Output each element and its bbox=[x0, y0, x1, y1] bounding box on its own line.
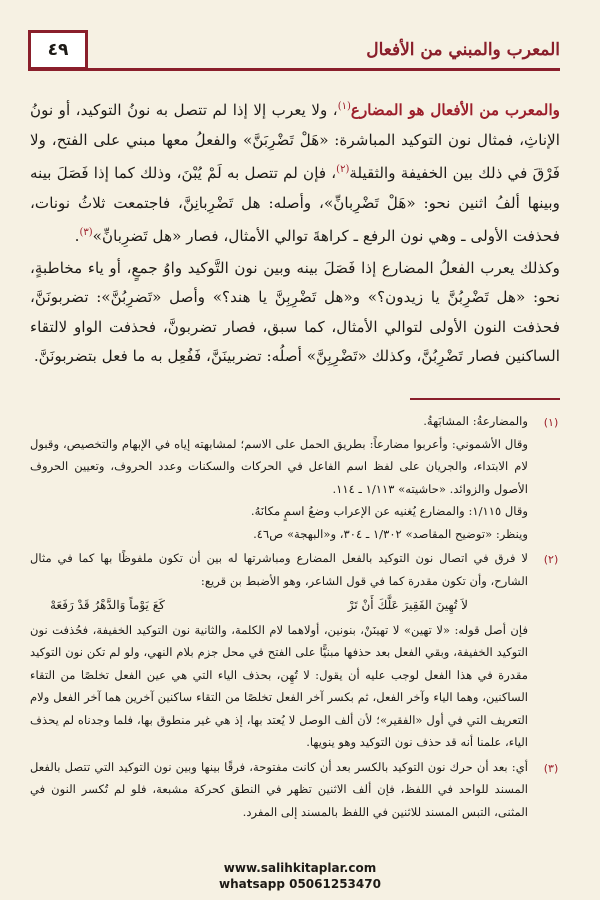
watermark-footer bbox=[0, 860, 600, 892]
footnote-line: أي: بعد أن حرك نون التوكيد بالكسر بعد أن كانت مفتوحة، فرقًا بينها وبين نون التوكيد التي تتصل بالفعل المسند للواحد في اللفظ، فإن ألف الاثنين تظهر في النطق كحركة مشبعة، فلو لم تُكسر النون في المثنى، التبس المسند للاثنين في اللفظ بالمسند إلى المفرد. bbox=[30, 759, 528, 819]
paragraph-body: ، ولا يعرب إلا إذا لم تتصل به نونُ التوكيد، أو نونُ الإناثِ، فمثال نون التوكيد المباشرة: «هَلْ تَضْرِبَنَّ» والفعلُ معها مبني على الفتح، ولا فَرْقَ في ذلك بين الخفيفة والثقيلة bbox=[30, 101, 560, 183]
verse-first-hemistich: لاَ تُهِينَ الفَقِيرَ عَلَّكَ أَنْ تَرْ bbox=[347, 598, 468, 612]
paragraph-lead: والمعرب من الأفعال هو المضارع bbox=[350, 101, 560, 120]
poetry-verse bbox=[50, 594, 468, 617]
paragraph-1 bbox=[30, 92, 560, 252]
main-text bbox=[30, 92, 560, 372]
footnote-ref-1: (١) bbox=[337, 101, 351, 112]
footnote-ref-3: (٣) bbox=[79, 227, 93, 239]
footnote-2 bbox=[30, 547, 564, 754]
header-rule bbox=[28, 68, 560, 71]
verse-second-hemistich: كَعَ يَوْماً وَالدَّهْرُ قَدْ رَفَعَهْ bbox=[50, 598, 165, 612]
footnote-3 bbox=[30, 756, 564, 824]
paragraph-body-2: ، فإن لم تتصل به لَمْ يُبْنَ، وذلك كما إذا فَصَلَ بينه وبينها ألفُ اثنين نحو: «هَلْ تَضْرِبانِّ»، وأصله: هل تَضْرِبانِنَّ، فاجتمعت ثلاثُ نونات، فحذفت الأولى ـ وهي نون الرفع ـ كراهةَ توالي الأمثال، فصار «هل تَضرِبانِّ» bbox=[30, 164, 560, 246]
footnote-number: (٢) bbox=[543, 553, 559, 566]
page-header bbox=[28, 28, 560, 76]
footnote-ref-2: (٢) bbox=[336, 164, 350, 176]
page-number: ٤٩ bbox=[28, 30, 88, 70]
whatsapp-text: whatsapp 05061253470 bbox=[219, 877, 381, 891]
footnote-line: والمضارعةُ: المشابَهةُ. bbox=[423, 414, 528, 428]
footnote-1 bbox=[30, 410, 564, 545]
footnote-line: وينظر: «توضيح المقاصد» ١/٣٠٢ ـ ٣٠٤، و«البهجة» ص٤٦. bbox=[253, 526, 528, 541]
footnotes bbox=[30, 410, 564, 823]
running-title: المعرب والمبني من الأفعال bbox=[366, 40, 560, 60]
footnote-separator bbox=[410, 398, 560, 400]
footnote-line: لا فرق في اتصال نون التوكيد بالفعل المضارع ومباشرتها له بين أن تكون ملفوظًا بها كما في مثال الشارح، وأن تكون مقدرة كما في قول الشاعر، وهو الأضبط بن قريع: bbox=[30, 551, 528, 588]
paragraph-2: وكذلك يعرب الفعلُ المضارع إذا فَصَلَ بينه وبين نون التَّوكيد واوُ جمعٍ، أو ياء مخاطبةٍ، نحو: «هل تَضْرِبُنَّ يا زيدون؟» و«هل تَضْرِبِنَّ يا هند؟» وأصل «تَضرِبُنَّ»: تضربونَنَّ، فحذفت النون الأولى لتوالي الأمثال، كما سبق، فصار تضربونَّ، فحذفت الواو لالتقاء الساكنين فصار تَضْرِبُنَّ، وكذلك «تَضْرِبِنَّ» أصلُه: تضربينَنَّ، فَفُعِل به ما فعل بتضربونَنَّ. bbox=[30, 258, 560, 366]
footnote-number: (٣) bbox=[543, 761, 559, 775]
footnote-line: وقال ١/١١٥: والمضارع يُغنيه عن الإعراب وضعُ اسمٍ مكانَهُ. bbox=[250, 504, 528, 518]
paragraph-end: . bbox=[74, 227, 80, 246]
footnote-line: فإن أصل قوله: «لا تهين» لا تهينَنْ، بنونين، أولاهما لام الكلمة، والثانية نون التوكيد الخفيفة، فحُذفت نون التوكيد الخفيفة، وبقي الفعل بعد حذفها مبنيًّا على الفتح في محل جزم بلام النهي، ولو لم تكن نون التوكيد مقدرة في هذا الفعل لوجب عليه أن يقول: لا تُهِن، بحذف الياء التي هي عين الفعل تخلصًا من التقاء الساكنين، وهما الياء وآخر الفعل، ثم بكسر آخر الفعل تخلصًا من التقاء ساكنين آخرين هما آخر الفعل ولام التعريف التي في أول «الفقير»؛ لأن ألف الوصل لا يُعتد بها، إذ هي غير منطوق بها، فلما وجدناه لم يحذف الياء، علمنا أنه قد حذف نون التوكيد وهو ينويها. bbox=[30, 622, 528, 749]
website-text: www.salihkitaplar.com bbox=[223, 861, 377, 875]
footnote-number: (١) bbox=[543, 416, 559, 429]
footnote-line: وقال الأشموني: وأعربوا مضارعاً: بطريق الحمل على الاسم؛ لمشابهته إياه في الإبهام والتخصيص، وقبول لام الابتداء، والجريان على لفظ اسم الفاعل في الحركات والسكنات وعدد الحروف، وتعيين الحروف الأصول والزوائد. «حاشيته» ١/١١٣ ـ ١١٤. bbox=[30, 436, 528, 496]
